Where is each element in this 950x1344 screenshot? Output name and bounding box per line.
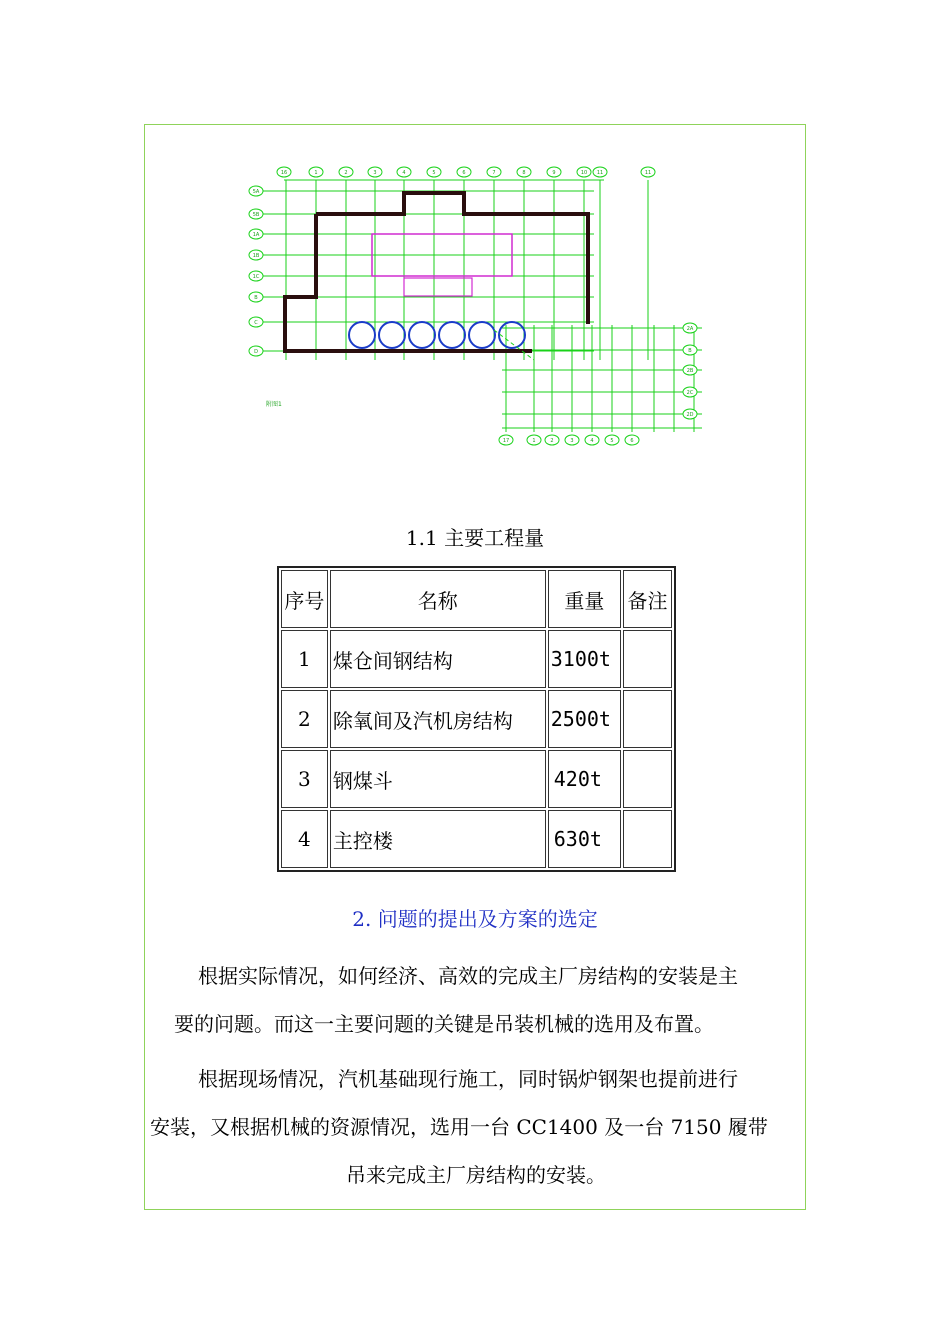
table-row — [281, 810, 672, 868]
axis-label: 4 — [402, 170, 406, 176]
hopper-circle — [409, 322, 435, 348]
row-no: 2 — [281, 690, 328, 748]
axis-label: 9 — [552, 170, 556, 176]
row-no: 3 — [281, 750, 328, 808]
structural-plan-drawing — [244, 160, 704, 450]
axis-label: 6 — [630, 438, 634, 444]
building-outline — [285, 193, 588, 351]
axis-label: C — [254, 320, 258, 326]
paragraph-1 — [150, 952, 802, 1048]
axis-label: 5B — [252, 212, 260, 218]
hopper-circle — [439, 322, 465, 348]
row-no: 4 — [281, 810, 328, 868]
axis-label: 2A — [686, 326, 694, 332]
axis-label: 2C — [686, 390, 694, 396]
section-title: 2. 问题的提出及方案的选定 — [352, 907, 598, 931]
row-weight: 3100t — [548, 630, 621, 688]
axis-label: 10 — [580, 170, 588, 176]
row-name: 钢煤斗 — [330, 750, 546, 808]
axis-label: 2 — [344, 170, 348, 176]
axis-label: 5A — [252, 189, 260, 195]
row-no: 1 — [281, 630, 328, 688]
paragraph-line: 要的问题。而这一主要问题的关键是吊装机械的选用及布置。 — [174, 1012, 714, 1036]
axis-label: 1C — [252, 274, 260, 280]
axis-label: 2 — [550, 438, 554, 444]
drawing-note: 附图1 — [266, 401, 282, 408]
paragraph-line: 吊来完成主厂房结构的安装。 — [346, 1163, 606, 1187]
row-note — [623, 810, 672, 868]
room-outline-lower — [404, 278, 472, 296]
axis-label: 8 — [522, 170, 526, 176]
axis-label: 3 — [570, 438, 574, 444]
header-note: 备注 — [623, 570, 672, 628]
paragraph-line: 安装，又根据机械的资源情况，选用一台 CC1400 及一台 7150 履带 — [150, 1115, 768, 1139]
hopper-circle — [349, 322, 375, 348]
axis-label: 5 — [610, 438, 614, 444]
axis-label: 7 — [492, 170, 496, 176]
axis-label: 5 — [432, 170, 436, 176]
row-name: 主控楼 — [330, 810, 546, 868]
table-row — [281, 690, 672, 748]
table-caption: 1.1 主要工程量 — [405, 526, 545, 550]
axis-label: 2D — [686, 412, 694, 418]
paragraph-2 — [150, 1055, 802, 1199]
row-note — [623, 750, 672, 808]
row-note — [623, 690, 672, 748]
quantities-table — [277, 566, 676, 872]
row-weight: 630t — [548, 810, 621, 868]
grid-lines — [262, 180, 702, 432]
table-header-row — [281, 570, 672, 628]
axis-label: 6 — [462, 170, 466, 176]
axis-label: 11 — [596, 170, 604, 176]
axis-label: 3 — [373, 170, 377, 176]
row-name: 煤仓间钢结构 — [330, 630, 546, 688]
axis-label: D — [254, 349, 258, 355]
row-name: 除氧间及汽机房结构 — [330, 690, 546, 748]
axis-label: 1B — [252, 253, 260, 259]
axis-label: 4 — [590, 438, 594, 444]
axis-label: 1 — [532, 438, 536, 444]
header-no: 序号 — [281, 570, 328, 628]
axis-label: 2B — [686, 368, 694, 374]
paragraph-line: 根据现场情况，汽机基础现行施工，同时锅炉钢架也提前进行 — [198, 1067, 738, 1091]
hopper-circle — [469, 322, 495, 348]
row-weight: 420t — [548, 750, 621, 808]
axis-label: 16 — [280, 170, 288, 176]
table-row — [281, 750, 672, 808]
axis-label: 1 — [314, 170, 318, 176]
axis-label: 11 — [644, 170, 652, 176]
axis-label: 17 — [502, 438, 510, 444]
row-weight: 2500t — [548, 690, 621, 748]
table-row — [281, 630, 672, 688]
axis-label: B — [254, 295, 258, 301]
row-note — [623, 630, 672, 688]
paragraph-line: 根据实际情况，如何经济、高效的完成主厂房结构的安装是主 — [198, 964, 738, 988]
hopper-circle — [379, 322, 405, 348]
dashed-line — [494, 330, 534, 360]
header-name: 名称 — [330, 570, 546, 628]
header-weight: 重量 — [548, 570, 621, 628]
axis-label: B — [688, 348, 692, 354]
axis-label: 1A — [252, 232, 260, 238]
